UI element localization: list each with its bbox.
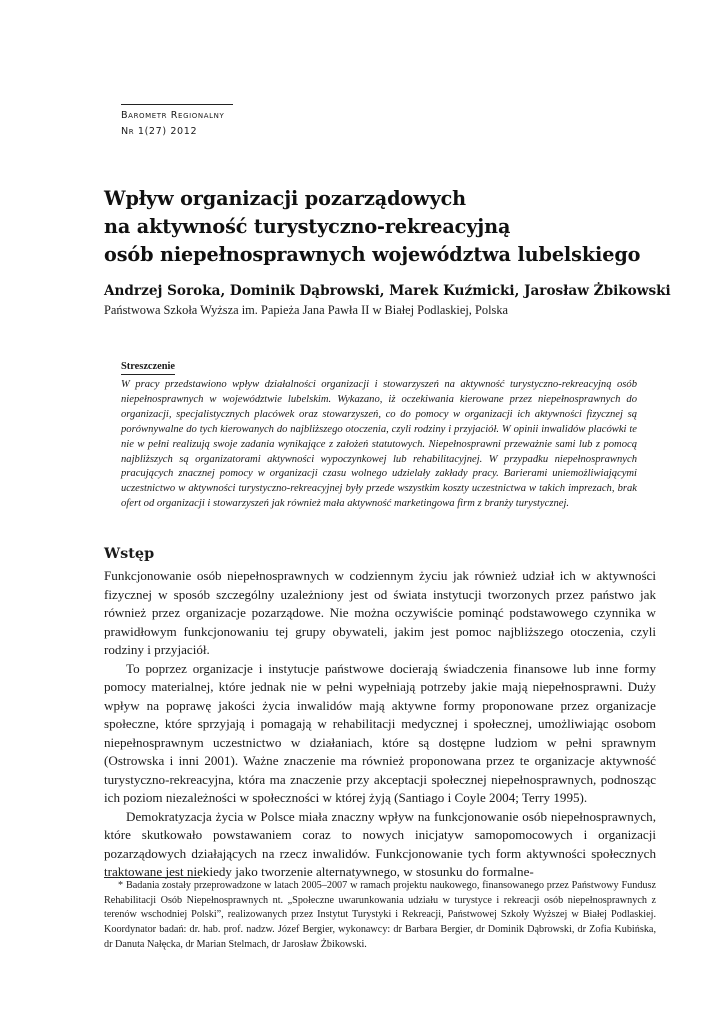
footnote-divider xyxy=(104,877,200,878)
title-line: osób niepełnosprawnych województwa lubelskiego xyxy=(104,243,641,266)
paragraph: To poprzez organizacje i instytucje państwowe docierają świadczenia finansowe lub inne formy pomocy materialnej, które jednak nie w pełni wypełniają potrzeby jakie mają niepełnosprawni. Duży wpływ na poprawę jakości życia inwalidów mają aktywne formy proponowane przez organizacje społeczne, które sprzyjają i pomagają w rehabilitacji medycznej i społecznej, umożliwiając osobom niepełnosprawnym uczestnictwo w działaniach, które są dostępne ludziom w pełni sprawnym (Ostrowska i inni 2001). Ważne znaczenie ma również proponowana przez te organizacje aktywność turystyczno-rekreacyjna, która ma znaczenie przy akceptacji społecznej niepełnosprawnych, podnosząc ich poziom niezależności w społeczności w której żyją (Santiago i Coyle 2004; Terry 1995). xyxy=(104,660,656,805)
section-heading: Wstęp xyxy=(104,545,155,562)
body-text xyxy=(104,567,656,882)
abstract-text: W pracy przedstawiono wpływ działalności organizacji i stowarzyszeń na aktywność turystyczno-rekreacyjną osób niepełnosprawnych w województwie lubelskim. Wykazano, iż oczekiwania kierowane przez niepełnosprawnych do organizacji, specjalistycznych placówek oraz stowarzyszeń, co do pomocy w organizacji ich aktywności fizycznej są porównywalne do tych kierowanych do najbliższego otoczenia, czyli rodziny i przyjaciół. W opinii inwalidów placówki te nie w pełni realizują swoje zadania wynikające z założeń statutowych. Niepełnosprawni przeważnie sami lub z pomocą najbliższych są organizatorami aktywności wypoczynkowej lub rehabilitacyjnej. W przypadku niepełnosprawnych pracujących znacznej pomocy w organizacji czasu wolnego udzielały zakłady pracy. Barierami uniemożliwiającymi uczestnictwo w aktywności turystyczno-rekreacyjnej były przede wszystkim koszty uczestnictwa w takich imprezach, brak ofert od organizacji i stowarzyszeń jak również mała aktywność marketingowa firm z branży turystycznej. xyxy=(121,379,637,510)
journal-name: Barometr Regionalny xyxy=(121,110,225,121)
abstract-heading: Streszczenie xyxy=(121,360,175,375)
abstract-block xyxy=(121,356,637,512)
paragraph: Funkcjonowanie osób niepełnosprawnych w codziennym życiu jak również udział ich w aktywności fizycznej w sposób szczególny uzależniony jest od świata instytucji tworzonych przez państwo jak również przez organizacje pozarządowe. Nie można oczywiście pominąć podstawowego czynnika w prawidłowym funkcjonowaniu tej grupy obywateli, jakim jest pomoc najbliższego otoczenia, czyli rodziny i przyjaciół. xyxy=(104,568,656,657)
paragraph: Demokratyzacja życia w Polsce miała znaczny wpływ na funkcjonowanie osób niepełnosprawnych, które skutkowało powstawaniem coraz to nowych inicjatyw samopomocowych i organizacji pozarządowych działających na rzecz inwalidów. Funkcjonowanie tych form aktywności społecznych traktowane jest niekiedy jako tworzenie alternatywnego, w stosunku do formalne- xyxy=(104,808,656,879)
journal-issue: Nr 1(27) 2012 xyxy=(121,126,198,137)
article-title xyxy=(104,185,664,269)
title-line: Wpływ organizacji pozarządowych xyxy=(104,187,467,210)
author-list: Andrzej Soroka, Dominik Dąbrowski, Marek Kuźmicki, Jarosław Żbikowski xyxy=(104,283,671,299)
affiliation: Państwowa Szkoła Wyższa im. Papieża Jana Pawła II w Białej Podlaskiej, Polska xyxy=(104,303,509,317)
journal-header xyxy=(121,104,233,140)
footnote: * Badania zostały przeprowadzone w latach 2005–2007 w ramach projektu naukowego, finansowanego przez Państwowy Fundusz Rehabilitacji Osób Niepełnosprawnych nt. „Społeczne uwarunkowania udziału w turystyce i rekreacji osób niepełnosprawnych z terenów wschodniej Polski”, realizowanych przez Instytut Turystyki i Rekreacji, Państwowej Szkoły Wyższej w Białej Podlaskiej. Koordynator badań: dr. hab. prof. nadzw. Józef Bergier, wykonawcy: dr Barbara Bergier, dr Dominik Dąbrowski, dr Zofia Kubińska, dr Danuta Nałęcka, dr Marian Stelmach, dr Jarosław Żbikowski. xyxy=(104,880,656,950)
title-line: na aktywność turystyczno-rekreacyjną xyxy=(104,215,511,238)
